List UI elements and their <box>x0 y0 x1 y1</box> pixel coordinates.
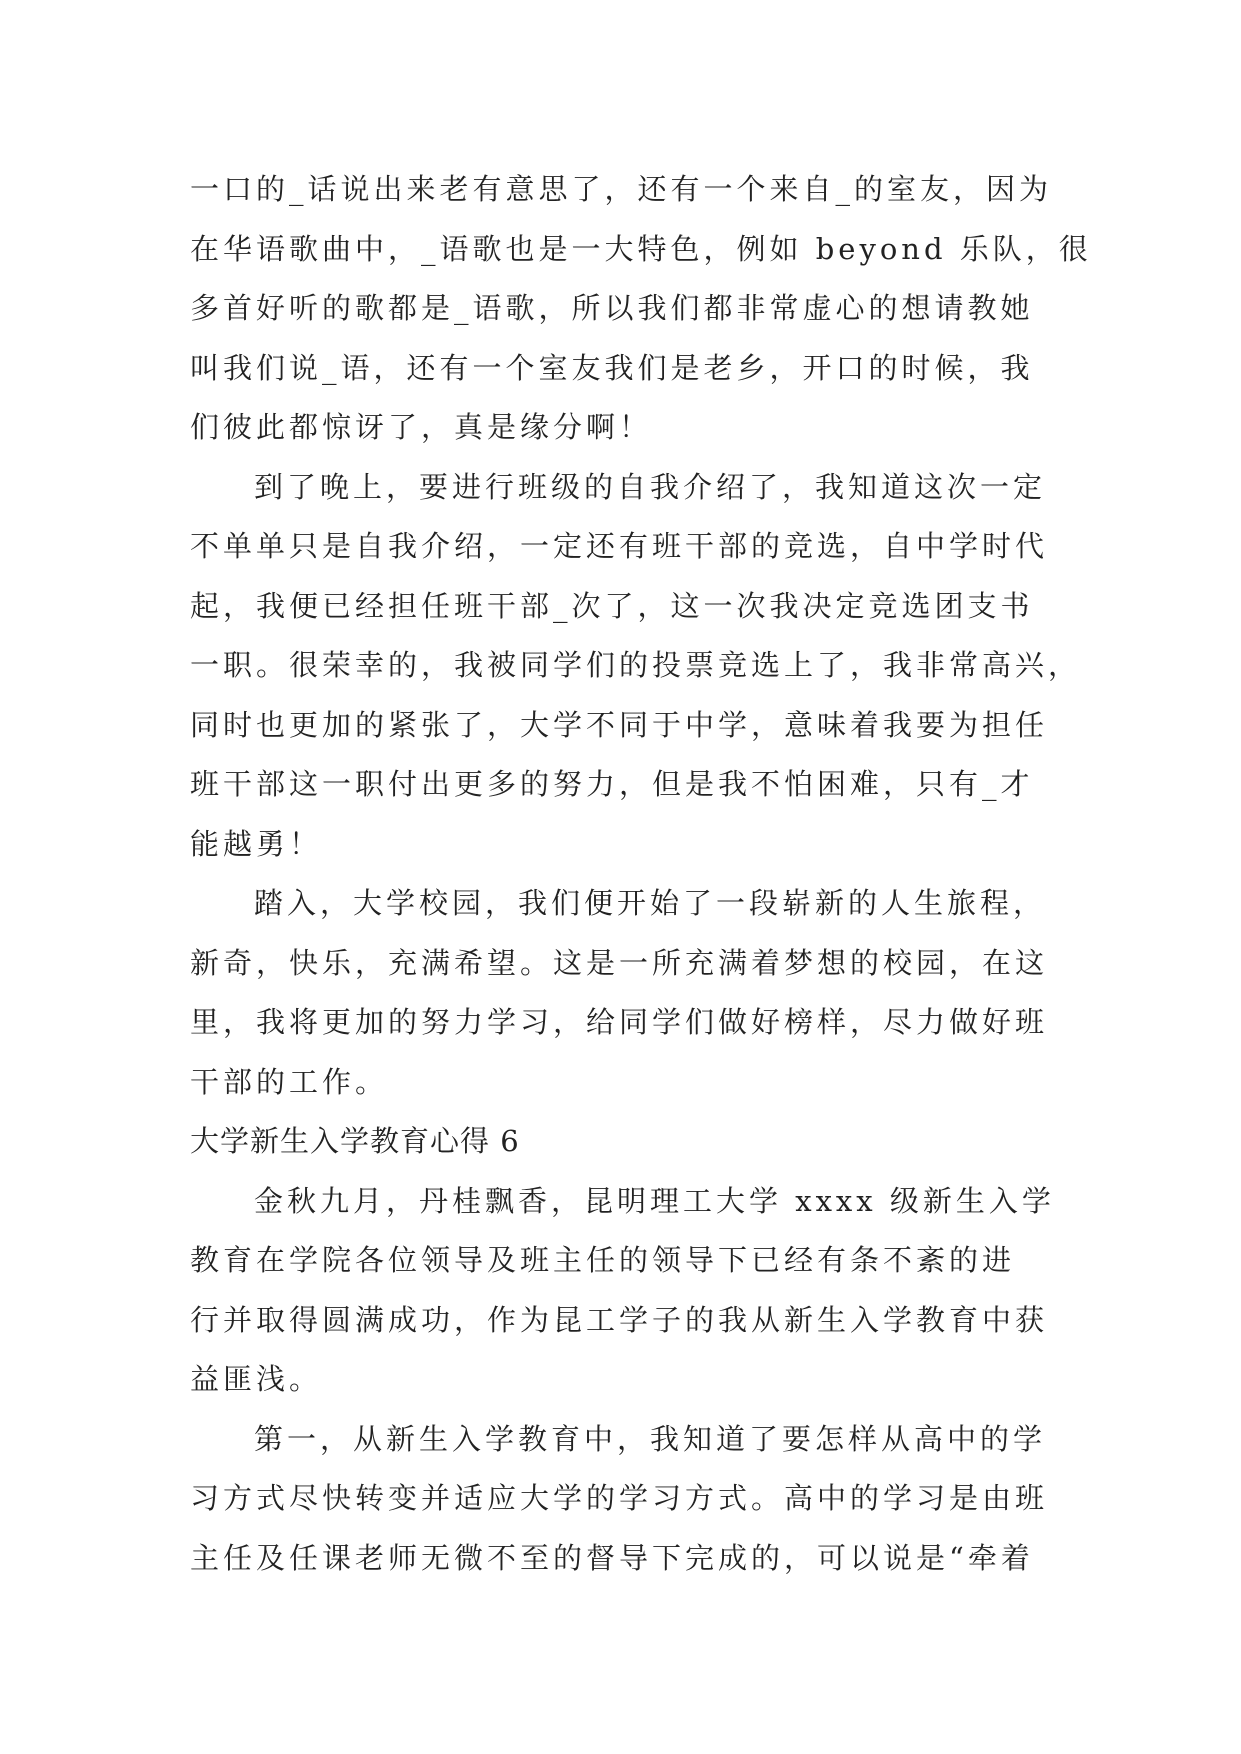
text-line: 新奇，快乐，充满希望。这是一所充满着梦想的校园，在这 <box>190 945 1049 980</box>
paragraph-first-line: 金秋九月，丹桂飘香，昆明理工大学 xxxx 级新生入学 <box>254 1183 1055 1218</box>
text-line: 在华语歌曲中，_语歌也是一大特色，例如 beyond 乐队，很 <box>190 231 1092 266</box>
text-line: 起，我便已经担任班干部_次了，这一次我决定竞选团支书 <box>190 588 1034 623</box>
text-line: 一口的_话说出来老有意思了，还有一个来自_的室友，因为 <box>190 172 1053 206</box>
paragraph-first-line: 第一，从新生入学教育中，我知道了要怎样从高中的学 <box>254 1421 1047 1456</box>
text-line: 不单单只是自我介绍，一定还有班干部的竞选，自中学时代 <box>190 529 1049 563</box>
text-line: 习方式尽快转变并适应大学的学习方式。高中的学习是由班 <box>190 1481 1049 1515</box>
paragraph-first-line: 踏入，大学校园，我们便开始了一段崭新的人生旅程， <box>254 886 1047 920</box>
section-heading: 大学新生入学教育心得 6 <box>190 1124 520 1158</box>
text-line: 多首好听的歌都是_语歌，所以我们都非常虚心的想请教她 <box>190 291 1034 325</box>
text-line: 叫我们说_语，还有一个室友我们是老乡，开口的时候，我 <box>190 350 1034 385</box>
text-line: 行并取得圆满成功，作为昆工学子的我从新生入学教育中获 <box>190 1302 1049 1337</box>
text-line: 里，我将更加的努力学习，给同学们做好榜样，尽力做好班 <box>190 1005 1049 1039</box>
text-line: 主任及任课老师无微不至的督导下完成的，可以说是“牵着 <box>190 1540 1034 1575</box>
paragraph-first-line: 到了晚上，要进行班级的自我介绍了，我知道这次一定 <box>254 469 1047 504</box>
document-body <box>190 160 1092 1588</box>
text-line: 教育在学院各位领导及班主任的领导下已经有条不紊的进 <box>190 1243 1016 1277</box>
text-line: 一职。很荣幸的，我被同学们的投票竞选上了，我非常高兴， <box>190 648 1082 682</box>
text-line: 能越勇！ <box>190 826 323 861</box>
text-line: 干部的工作。 <box>190 1064 389 1099</box>
text-line: 同时也更加的紧张了，大学不同于中学，意味着我要为担任 <box>190 707 1049 742</box>
text-line: 们彼此都惊讶了，真是缘分啊！ <box>190 410 653 444</box>
text-line: 班干部这一职付出更多的努力，但是我不怕困难，只有_才 <box>190 767 1034 801</box>
text-line: 益匪浅。 <box>190 1362 323 1396</box>
